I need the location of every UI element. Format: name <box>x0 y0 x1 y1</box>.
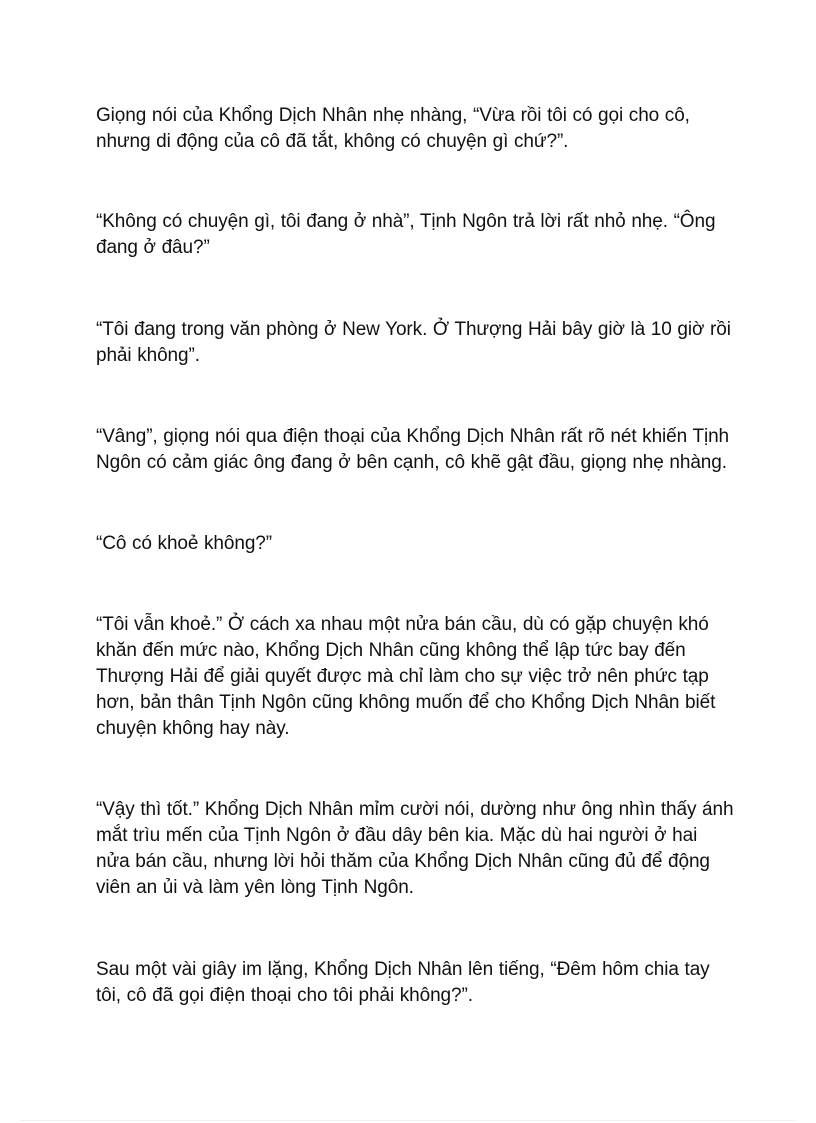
paragraph-2: “Không có chuyện gì, tôi đang ở nhà”, Tịnh Ngôn trả lời rất nhỏ nhẹ. “Ông đang ở đâu?” <box>96 211 716 258</box>
paragraph-5: “Cô có khoẻ không?” <box>96 533 272 554</box>
paragraph-3: “Tôi đang trong văn phòng ở New York. Ở Thượng Hải bây giờ là 10 giờ rồi phải không”. <box>96 319 731 366</box>
page-bottom-divider <box>20 1120 796 1121</box>
paragraph-1: Giọng nói của Khổng Dịch Nhân nhẹ nhàng, “Vừa rồi tôi có gọi cho cô, nhưng di động của cô đã tắt, không có chuyện gì chứ?”. <box>96 105 690 152</box>
paragraph-6: “Tôi vẫn khoẻ.” Ở cách xa nhau một nửa bán cầu, dù có gặp chuyện khó khăn đến mức nào, Khổng Dịch Nhân cũng không thể lập tức bay đến Thượng Hải để giải quyết được mà chỉ làm cho sự việc trở nên phức tạp hơn, bản thân Tịnh Ngôn cũng không muốn để cho Khổng Dịch Nhân biết chuyện không hay này. <box>96 614 716 739</box>
paragraph-8: Sau một vài giây im lặng, Khổng Dịch Nhân lên tiếng, “Đêm hôm chia tay tôi, cô đã gọi điện thoại cho tôi phải không?”. <box>96 959 710 1006</box>
paragraph-4: “Vâng”, giọng nói qua điện thoại của Khổng Dịch Nhân rất rõ nét khiến Tịnh Ngôn có cảm giác ông đang ở bên cạnh, cô khẽ gật đầu, giọng nhẹ nhàng. <box>96 426 730 473</box>
paragraph-7: “Vậy thì tốt.” Khổng Dịch Nhân mỉm cười nói, dường như ông nhìn thấy ánh mắt trìu mến của Tịnh Ngôn ở đầu dây bên kia. Mặc dù hai người ở hai nửa bán cầu, nhưng lời hỏi thăm của Khổng Dịch Nhân cũng đủ để động viên an ủi và làm yên lòng Tịnh Ngôn. <box>96 799 734 898</box>
